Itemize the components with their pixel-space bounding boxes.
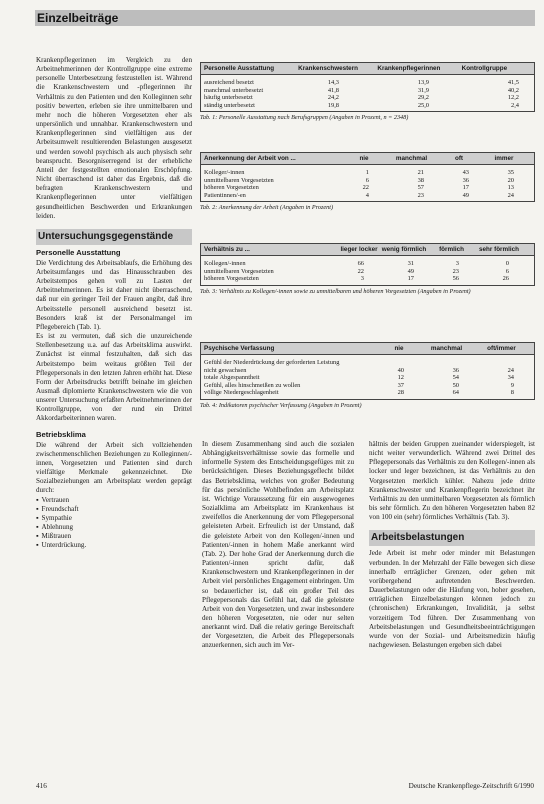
section-heading: Arbeitsbelastungen <box>369 530 535 546</box>
subheading-climate: Betriebsklima <box>36 429 86 439</box>
table-2 <box>200 152 535 212</box>
page-header <box>35 10 535 26</box>
table-row: nicht gewachsen 40 36 24 <box>204 366 514 374</box>
table-row: ständig unterbesetzt 19,8 25,0 2,4 <box>204 101 519 109</box>
table-header: Verhältnis zu ... <box>204 246 250 253</box>
table-row: ausreichend besetzt 14,3 13,9 41,5 <box>204 79 519 86</box>
table-header: Psychische Verfassung <box>204 345 275 352</box>
list-item: ▪ Mißtrauen <box>43 532 192 541</box>
table-caption: Tab. 3: Verhältnis zu Kollegen/-innen sowie zu unmittelbaren und höheren Vorgesetzten (Angaben in Prozent) <box>200 287 471 295</box>
paragraph: hältnis der beiden Gruppen zueinander widerspiegelt, ist nicht weiter verwunderlich. Während zwei Drittel des Pflegepersonals das Verhältnis zu den Kollegen/-innen als locker und leger bezeichnen, ist das Verhältnis zu den Vorgesetzten merklich kühler. Nahezu jede dritte Krankenschwester und Krankenpflegerin bezeichnet ihr Verhältnis zu den unmittelbaren Vorgesetzten als förmlich bis sehr förmlich. Zu den höheren Vorgesetzten haben 82 von 100 ein (sehr) förmliches Verhältnis (Tab. 3). <box>369 440 535 522</box>
table-header: Anerkennung der Arbeit von ... <box>204 155 296 162</box>
table-row: Kolleger/-innen 1 21 43 35 <box>204 169 514 176</box>
table-header: Kontrollgruppe <box>461 65 508 72</box>
bullet-list <box>36 496 192 551</box>
header-title: Einzelbeiträge <box>37 11 119 25</box>
table-header: manchmal <box>430 345 463 352</box>
table-row: unmittelbaren Vorgesetzten 22 49 23 6 <box>204 267 509 275</box>
journal-footer: Deutsche Krankenpflege-Zeitschrift 6/1990 <box>408 782 534 790</box>
table-header: oft/immer <box>487 345 516 352</box>
table-4 <box>200 342 535 409</box>
table-header: Krankenpflegerinnen <box>377 65 441 72</box>
table-header: nie <box>359 155 369 162</box>
paragraph: Die Verdichtung des Arbeitsablaufs, die Erhöhung des Arbeitsumfanges und das Hinausschrauben des Arbeitstempos gehen voll zu Lasten der Arbeitnehmerinnen. Es ist daher nicht überraschend, daß nur ein geringer Teil der Frauen angibt, daß ihre Arbeitsstelle personell ausreichend besetzt ist. Besonders kraß ist der Personalmangel im Pflegebereich (Tab. 1). <box>36 258 192 331</box>
table-caption: Tab. 2: Anerkennung der Arbeit (Angaben in Prozent) <box>200 204 334 212</box>
table-row: völlige Niedergeschlagenheit 28 64 8 <box>204 389 514 397</box>
table-header: nie <box>394 345 404 352</box>
column-2 <box>202 440 354 651</box>
table-header: Personelle Ausstattung <box>204 65 275 72</box>
intro-paragraph: Krankenpflegerinnen im Vergleich zu den Arbeitnehmerinnen der Kontrollgruppe eine extreme personelle Unterbesetzung festzustellen ist. Während die Krankenschwestern und -pflegerinnen ihr Verhältnis zu den Patienten und den Kolleginnen sehr positiv bewerten, erleben sie ihre unmittelbaren und mehr noch die höheren Vorgesetzten eher als unpersönlich und unnahbar. Krankenschwestern und Krankenpflegerinnen sind vielfältigen aus der Arbeitsumwelt resultierenden Belastungen ausgesetzt und werden sowohl psychisch als auch physisch sehr beansprucht. Besorgniserregend ist der erhebliche Anteil der festgestellten emotionalen Erschöpfung. Nicht überraschend ist daher das Ergebnis, daß die befragten Krankenschwestern und Krankenpflegerinnen unter vielfältigen gesundheitlichen Beschwerden und Erkrankungen leiden. <box>36 56 192 220</box>
table-row: höheren Vorgesetzten 3 17 56 26 <box>204 275 509 283</box>
paragraph: Jede Arbeit ist mehr oder minder mit Belastungen verbunden. In der Mehrzahl der Fälle bewegen sich diese innerhalb erträglicher Grenzen, oder gehen mit vorübergehend auftretenden Beschwerden. Dauerbelastungen oder die Häufung von, hoher gesehen, erträglichen Einzelbelastungen können jedoch zu (chronischen) Erkrankungen, Invalidität, ja selbst vorzeitigem Tod führen. Der Zusammenhang von Arbeitsbelastungen und Gesundheitsbeeinträchtigungen wurde von der Sozial- und Arbeitsmedizin häufig nachgewiesen. Belastungen ergeben sich dabei <box>369 549 535 649</box>
table-header: immer <box>494 155 514 162</box>
table-caption: Tab. 4: Indikatoren psychischer Verfassung (Angaben in Prozent) <box>200 401 362 409</box>
table-row: unmittelbaren Vorgesetzten 6 38 36 20 <box>204 176 514 184</box>
paragraph: Es ist zu vermuten, daß sich die unzureichende Stellenbesetzung u.a. auf das Arbeitsklima auswirkt. Zunächst ist einmal festzuhalten, daß sich das Arbeitstempo beim weitaus größten Teil der Pflegepersonals in den letzten Jahren erhöht hat. Diese Form der Arbeitsdrucks betrifft beinahe im gleichen Ausmaß diplomierte Krankenschwestern wie die von unserer Untersuchung erfaßten Arbeitnehmerinnen der Kontrollgruppe, von der rund ein Drittel Akkordarbeiterinnen waren. <box>36 332 192 423</box>
table-header: sehr förmlich <box>479 246 519 253</box>
column-1 <box>36 56 192 551</box>
table-header: förmlich <box>439 246 464 253</box>
table-1 <box>200 62 535 122</box>
table-header: manchmal <box>395 155 428 162</box>
table-header: oft <box>454 155 464 162</box>
list-item: ▪ Freundschaft <box>43 505 192 514</box>
column-3 <box>369 440 535 650</box>
subheading-personnel: Personelle Ausstattung <box>36 247 121 257</box>
paragraph: In diesem Zusammenhang sind auch die sozialen Abhängigkeitsverhältnisse sowie das formelle und informelle System des Entscheidungsgefüges mit zu berücksichtigen. Dieses Beziehungsgeflecht bildet das Betriebsklima, welches von großer Bedeutung für das persönliche Wohlbefinden am Arbeitsplatz ist. Wichtige Voraussetzung für ein ausgewogenes Sozialklima am Arbeitsplatz im Krankenhaus ist zweifellos die Anerkennung der vom Pflegepersonal geleisteten Arbeit. Erfreulich ist der Umstand, daß die geleistete Arbeit von den Kollegen/-innen und Patienten/-innen in hohem Maße anerkannt wird (Tab. 2). Der hohe Grad der Anerkennung durch die Patienten/-innen spricht dafür, daß Krankenschwestern und Krankenpflegerinnen in der Arbeit viel persönliches Engagement einbringen. Um so bedauerlicher ist, daß ein großer Teil des Pflegepersonals das Gefühl hat, daß die geleistete Arbeit von den Vorgesetzten, und zwar insbesondere den höheren Vorgesetzten, nie oder nur selten anerkannt wird. Daß die relativ geringe Bereitschaft der Vorgesetzten, die Arbeit des Pflegepersonals anzuerkennen, sich auch im Ver- <box>202 440 354 650</box>
page-number: 416 <box>36 782 47 790</box>
paragraph: Die während der Arbeit sich vollziehenden zwischenmenschlichen Beziehungen zu Kolleginnen/-innen, Vorgesetzten und Patienten sind durch vielfältige Merkmale gekennzeichnet. Die Sozialbeziehungen am Arbeitsplatz werden geprägt durch: <box>36 440 192 495</box>
table-row: Kollegen/-innen 66 31 3 0 <box>204 260 509 267</box>
list-item: ▪ Vertrauen <box>43 496 192 505</box>
table-row: Gefühl der Niederdrückung der geforderten Leistung <box>204 359 340 366</box>
table-row: höheren Vorgesetzten 22 57 17 13 <box>204 184 514 192</box>
table-header: lieger locker <box>340 246 378 253</box>
table-3 <box>200 243 535 295</box>
list-item: ▪ Sympathie <box>43 514 192 523</box>
table-row: totale Abgespanntheit 12 54 34 <box>204 374 514 382</box>
table-header: Krankenschwestern <box>298 65 358 72</box>
table-row: häufig unterbesetzt 24,2 29,2 12,2 <box>204 94 519 102</box>
table-row: Gefühl, alles hinschmeißen zu wollen 37 50 9 <box>204 381 514 389</box>
table-row: Patientinnen/-en 4 23 49 24 <box>204 191 514 199</box>
list-item: ▪ Ablehnung <box>43 523 192 532</box>
table-caption: Tab. 1: Personelle Ausstattung nach Berufsgruppen (Angaben in Prozent, n = 2348) <box>200 114 409 122</box>
table-row: manchmal unterbesetzt 41,8 31,9 40,2 <box>204 86 519 94</box>
list-item: ▪ Unterdrückung. <box>43 541 192 550</box>
section-heading: Untersuchungsgegenstände <box>36 229 192 245</box>
table-header: wenig förmlich <box>381 246 427 253</box>
